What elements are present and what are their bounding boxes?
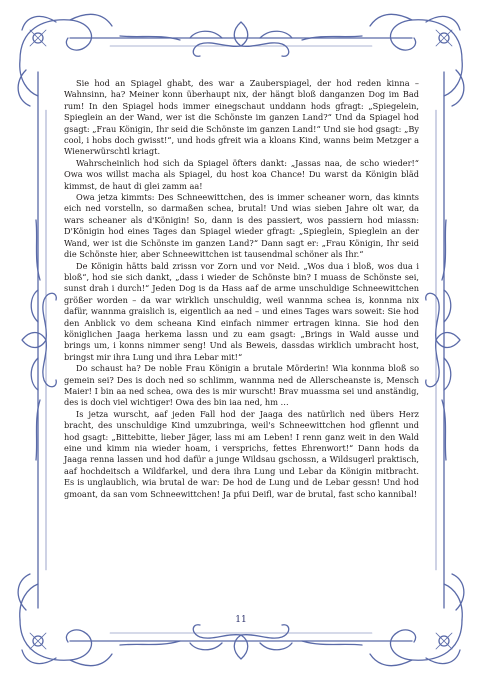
page-number: 11 [235, 615, 247, 625]
paragraph-4: De Königin hätts bald zrissn vor Zorn und vor Neid. „Wos dua i bloß, wos dua i bloß“, hod sie sich dankt, „dass i wieder de Schönste bin? I muass de Schönste sei, sunst drah i durch!“ Jeden Dog is da Hass aaf de arme unschuldige Schneewittchen größer worden – da war wirklich unschuldig, weil wannma schea is, konnma nix dafür, wannma graislich is, eigentlich aa ned – und eines Tages wars soweit: Sie hod den Anblick vo dem scheana Kind einfach nimmer ertragen kinna. Sie hod den königlichen Jaaga herkema lassn und zu eam gsagt: „Brings in Wald ausse und brings um, i konns nimmer seng! Und als Beweis, dassdas wirklich umbracht host, bringst mir ihra Lung und ihra Lebar mit!“ [64, 260, 419, 362]
story-text [64, 78, 419, 500]
paragraph-3: Owa jetza kimmts: Des Schneewittchen, des is immer scheaner worn, das kinnts eich ned vorstelln, so darmaßen schea, brutal! Und wias sieben Jahre olt war, da wars scheaner als d'Königin! So, dann is des passiert, wos passiern hod miassn: D'Königin hod eines Tages dan Spiagel wieder gfragt: „Spieglein, Spieglein an der Wand, wer ist die Schönste im ganzen Land?“ Dann sagt er: „Frau Königin, Ihr seid die Schönste hier, aber Schneewittchen ist tausendmal schöner als Ihr.“ [64, 192, 419, 260]
paragraph-2: Wahrscheinlich hod sich da Spiagel öfters dankt: „Jassas naa, de scho wieder!“ Owa wos willst macha als Spiagel, du host koa Chance! Du warst da Königin bläd kimmst, de haut di glei zamm aa! [64, 157, 419, 191]
paragraph-5: Do schaust ha? De noble Frau Königin a brutale Mörderin! Wia konnma bloß so gemein sei? Des is doch ned so schlimm, wannma ned de Allerscheanste is, Mensch Maier! I bin aa ned schea, owa des is mir wurscht! Brav muassma sei und anständig, des is doch viel wichtiger! Owa des bin iaa ned, hm … [64, 363, 419, 408]
paragraph-6: Is jetza wurscht, aaf jeden Fall hod der Jaaga des natürlich ned übers Herz bracht, des unschuldige Kind umzubringa, weil's Schneewittchen hod gflennt und hod gsagt: „Bittebitte, lieber Jäger, lass mi am Leben! I renn ganz weit in den Wald eine und kimm nia wieder hoam, i versprichs, fettes Ehrenwort!“ Dann hods da Jaaga renna lassen und hod dafür a junge Wildsau gschossn, a Wildsugerl praktisch, aaf hochdeitsch a Wildfarkel, und dera ihra Lung und Lebar da Königin mitbracht. Es is unglaublich, wia brutal de war: De hod de Lung und de Lebar gessn! Und hod gmoant, da san vom Schneewittchen! Ja pfui Deifl, war de brutal, fast scho kannibal! [64, 408, 419, 499]
paragraph-1: Sie hod an Spiagel ghabt, des war a Zauberspiagel, der hod reden kinna – Wahnsinn, ha? Meiner konn überhaupt nix, der hängt bloß danganzen Dog im Bad rum! In den Spiagel hods immer einegschaut unddann hods gfragt: „Spiegelein, Spieglein an der Wand, wer ist die Schönste im ganzen Land?“ Und da Spiagel hod gsagt: „Frau Königin, Ihr seid die Schönste im ganzen Land!“ Und sie hod gsagt: „By cool, i hobs doch gwisst!“, und hods gfreit wia a kloans Kind, wanns beim Metzger a Wienerwürschtl kriagt. [64, 78, 419, 157]
